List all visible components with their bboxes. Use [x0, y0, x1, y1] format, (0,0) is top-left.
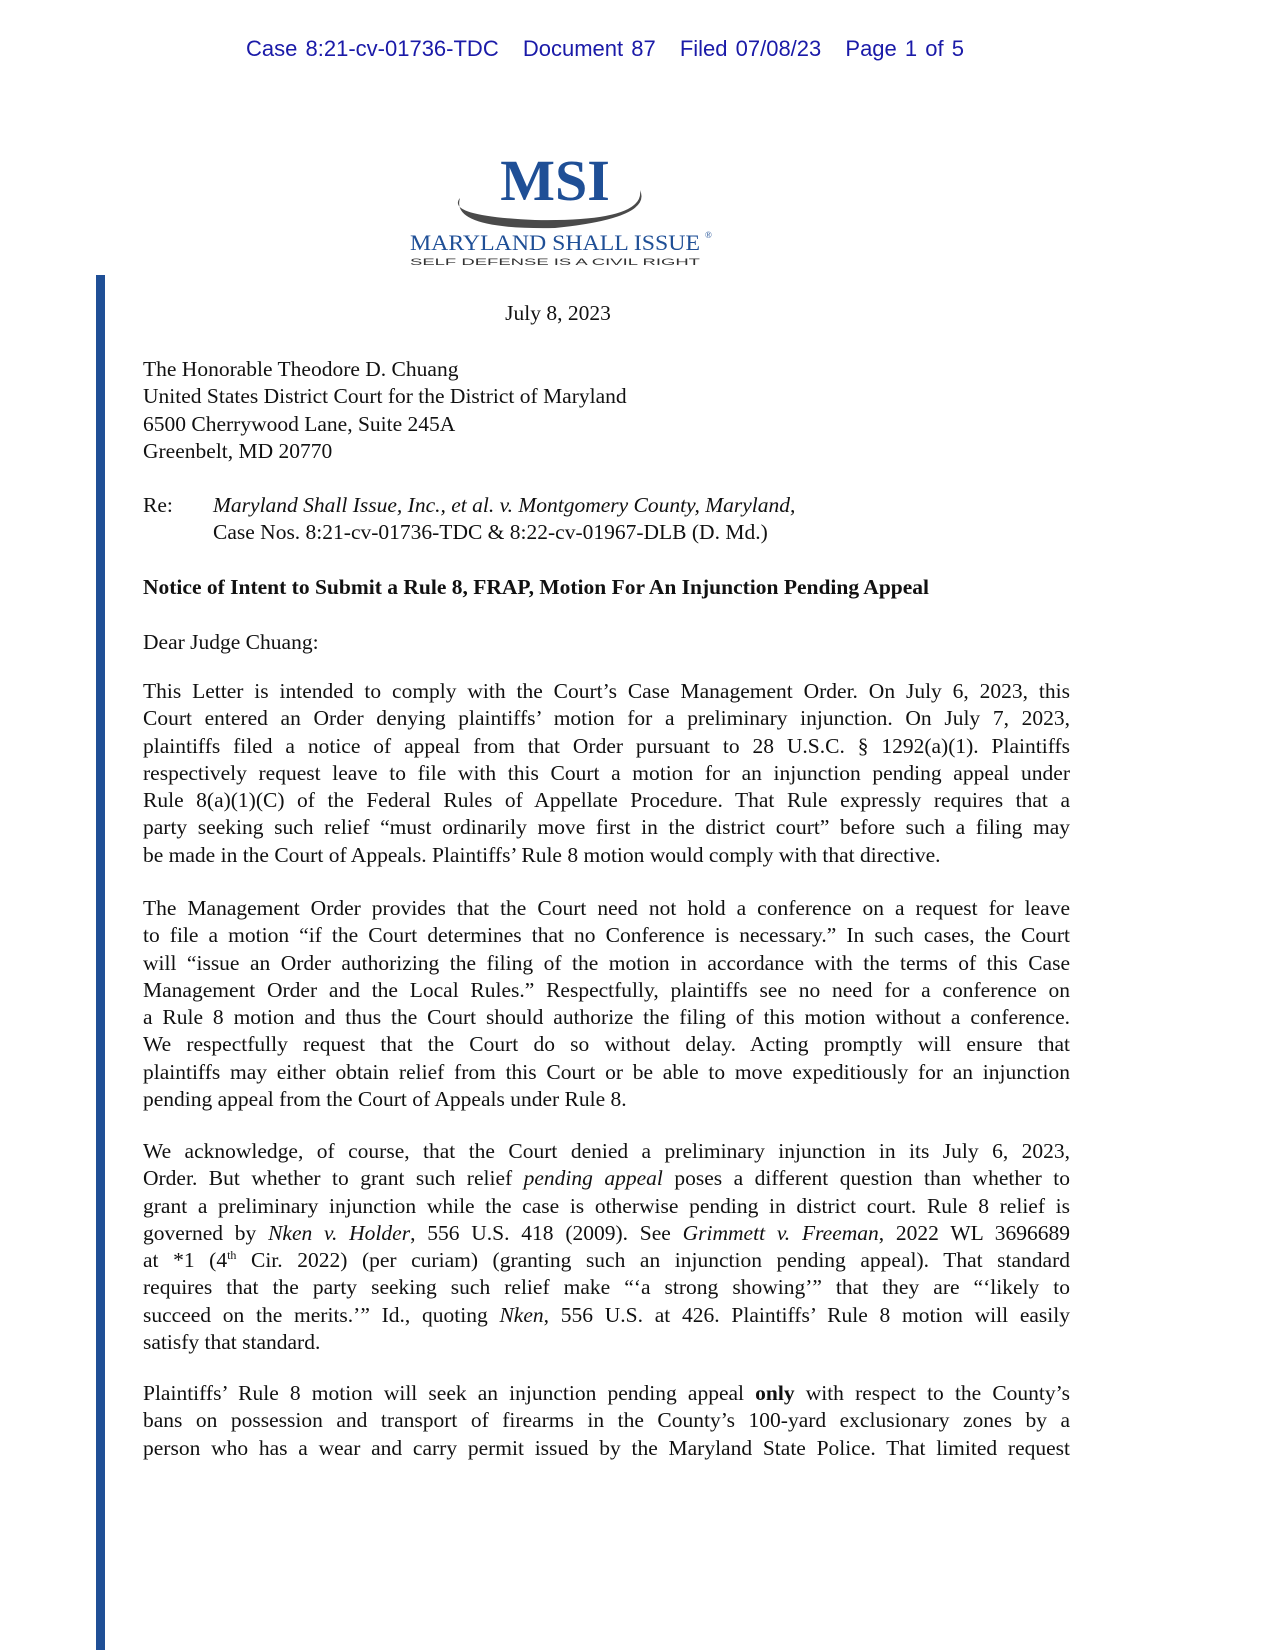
paragraph — [143, 1380, 1070, 1462]
text-line: Case Nos. 8:21-cv-01736-TDC & 8:22-cv-01967-DLB (D. Md.) — [213, 520, 768, 545]
page-number: Page 1 of 5 — [845, 36, 964, 61]
filed-date: Filed 07/08/23 — [679, 36, 822, 61]
italic-text: Nken v. Holder — [268, 1220, 411, 1245]
document-number: Document 87 — [522, 36, 656, 61]
text-line: succeed on the merits.’” Id., quoting Nken, 556 U.S. at 426. Plaintiffs’ Rule 8 motion will easily — [143, 1302, 1070, 1327]
text-line: Plaintiffs’ Rule 8 motion will seek an injunction pending appeal only with respect to the County’s — [143, 1381, 1070, 1405]
paragraph — [143, 895, 1070, 1113]
text-line: party seeking such relief “must ordinarily move first in the district court” before such a filing may — [143, 815, 1070, 840]
text-line: Order. But whether to grant such relief pending appeal poses a different question than whether to — [143, 1166, 1070, 1191]
text-line: respectively request leave to file with this Court a motion for an injunction pending appeal under — [143, 760, 1070, 785]
text-line: pending appeal from the Court of Appeals under Rule 8. — [143, 1087, 627, 1112]
text-line: be made in the Court of Appeals. Plaintiffs’ Rule 8 motion would comply with that directive. — [143, 842, 941, 867]
re-subject — [213, 492, 795, 547]
italic-text: Maryland Shall Issue, Inc., et al. v. Montgomery County, Maryland, — [213, 493, 796, 517]
text-line: 6500 Cherrywood Lane, Suite 245A — [143, 411, 456, 436]
logo-tagline: SELF DEFENSE IS A CIVIL RIGHT — [410, 257, 702, 267]
case-number: Case 8:21-cv-01736-TDC — [246, 36, 499, 61]
text-line: will “issue an Order authorizing the filing of the motion in accordance with the terms of this Case — [143, 950, 1070, 975]
recipient-address — [143, 356, 1070, 465]
text-line: bans on possession and transport of firearms in the County’s 100-yard exclusionary zones by a — [143, 1408, 1070, 1433]
text-line: to file a motion “if the Court determines that no Conference is necessary.” In such cases, the Court — [143, 923, 1070, 948]
italic-text: Nken — [499, 1302, 544, 1327]
letter-heading: Notice of Intent to Submit a Rule 8, FRAP, Motion For An Injunction Pending Appeal — [143, 575, 930, 599]
paragraph — [143, 1138, 1070, 1356]
text-line: governed by Nken v. Holder, 556 U.S. 418 (2009). See Grimmett v. Freeman, 2022 WL 3696689 — [143, 1220, 1070, 1245]
court-filing-stamp — [0, 36, 1210, 62]
logo-initials: MSI — [500, 150, 610, 213]
text-line: Management Order and the Local Rules.” Respectfully, plaintiffs see no need for a conference on — [143, 977, 1070, 1002]
text-line: grant a preliminary injunction while the case is otherwise pending in district court. Rule 8 relief is — [143, 1193, 1070, 1218]
paragraph — [143, 678, 1070, 869]
logo-registered-mark: ® — [705, 230, 712, 240]
text-line: The Management Order provides that the Court need not hold a conference on a request for leave — [143, 896, 1070, 920]
letter-date: July 8, 2023 — [505, 301, 611, 325]
text-line: United States District Court for the District of Maryland — [143, 384, 627, 409]
text-line: satisfy that standard. — [143, 1330, 321, 1355]
salutation: Dear Judge Chuang: — [143, 630, 319, 654]
text-line: a Rule 8 motion and thus the Court should authorize the filing of this motion without a conference. — [143, 1005, 1070, 1030]
text-line: at *1 (4th Cir. 2022) (per curiam) (granting such an injunction pending appeal). That standard — [143, 1248, 1070, 1273]
italic-text: Grimmett v. Freeman — [682, 1220, 879, 1245]
text-line: plaintiffs filed a notice of appeal from that Order pursuant to 28 U.S.C. § 1292(a)(1). Plaintiffs — [143, 733, 1070, 758]
text-line: We respectfully request that the Court do so without delay. Acting promptly will ensure that — [143, 1032, 1070, 1057]
text-line: Rule 8(a)(1)(C) of the Federal Rules of Appellate Procedure. That Rule expressly requires that a — [143, 788, 1070, 813]
superscript: th — [227, 1248, 237, 1263]
text-line: We acknowledge, of course, that the Court denied a preliminary injunction in its July 6, 2023, — [143, 1139, 1070, 1163]
text-line: plaintiffs may either obtain relief from this Court or be able to move expeditiously for an injunction — [143, 1059, 1070, 1084]
italic-text: pending appeal — [523, 1166, 663, 1191]
msi-logo — [395, 150, 735, 270]
text-line: person who has a wear and carry permit issued by the Maryland State Police. That limited request — [143, 1435, 1070, 1460]
re-label: Re: — [143, 493, 173, 517]
text-line: requires that the party seeking such relief make “‘a strong showing’” that they are “‘likely to — [143, 1275, 1070, 1300]
text-line: The Honorable Theodore D. Chuang — [143, 357, 459, 381]
text-line: This Letter is intended to comply with the Court’s Case Management Order. On July 6, 2023, this — [143, 679, 1070, 703]
accent-bar — [96, 275, 105, 1650]
bold-text: only — [755, 1381, 795, 1405]
text-line: Greenbelt, MD 20770 — [143, 438, 333, 463]
text-line — [213, 492, 795, 519]
logo-name: MARYLAND SHALL ISSUE — [410, 230, 700, 255]
text-line: Court entered an Order denying plaintiffs’ motion for a preliminary injunction. On July 7, 2023, — [143, 706, 1070, 731]
